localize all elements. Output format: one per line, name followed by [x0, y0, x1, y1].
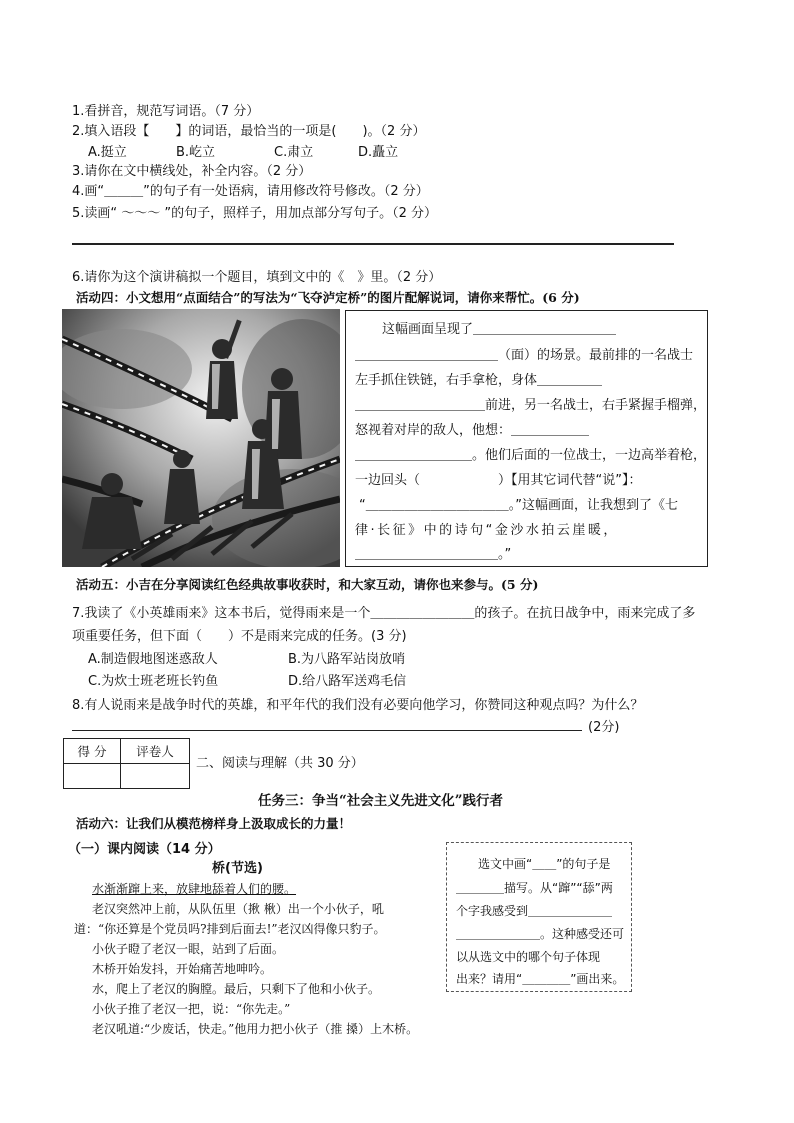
- passage-line-7: 小伙子推了老汉一把，说：“你先走。”: [92, 1002, 291, 1016]
- question-8-score: (2分): [588, 720, 620, 735]
- caption-line-6[interactable]: ＿＿＿＿＿＿＿＿＿。他们后面的一位战士，一边高举着枪，: [355, 448, 707, 463]
- question-2-option-c: C.肃立: [274, 145, 314, 160]
- side-note-line-1: 选文中画“＿＿”的句子是: [478, 857, 611, 871]
- question-7-line-2: 项重要任务，但下面（ ）不是雨来完成的任务。(3 分): [72, 629, 407, 644]
- question-3: 3.请你在文中横线处，补全内容。（2 分）: [72, 164, 312, 179]
- caption-line-2[interactable]: ＿＿＿＿＿＿＿＿＿＿＿（面）的场景。最前排的一名战士: [355, 348, 694, 363]
- caption-line-7[interactable]: 一边回头（ ）【用其它词代替“说”】：: [355, 473, 642, 488]
- question-1: 1.看拼音，规范写词语。（7 分）: [72, 104, 260, 119]
- side-note-line-5: 以从选文中的哪个句子体现: [456, 950, 601, 964]
- side-note-line-3[interactable]: 个字我感受到＿＿＿＿＿＿＿: [456, 904, 613, 918]
- section-2-title: 二、阅读与理解（共 30 分）: [196, 756, 364, 771]
- passage-line-3: 道：“你还算是个党员吗?排到后面去!”老汉凶得像只豹子。: [74, 922, 386, 936]
- illustration-image: [62, 309, 340, 567]
- answer-line-q5: [72, 243, 674, 245]
- caption-line-1[interactable]: 这幅画面呈现了＿＿＿＿＿＿＿＿＿＿＿: [382, 322, 617, 337]
- passage-line-1: 水渐渐蹿上来，放肆地舔着人们的腰。: [92, 882, 297, 896]
- question-8: 8.有人说雨来是战争时代的英雄，和平年代的我们没有必要向他学习，你赞同这种观点吗？为什么？: [72, 698, 644, 713]
- passage-line-4: 小伙子瞪了老汉一眼，站到了后面。: [92, 942, 285, 956]
- answer-line-q8[interactable]: [72, 730, 582, 731]
- question-7-option-b: B.为八路军站岗放哨: [288, 652, 406, 667]
- caption-line-10[interactable]: ＿＿＿＿＿＿＿＿＿＿＿。”: [355, 547, 512, 562]
- passage-line-6: 水，爬上了老汉的胸膛。最后，只剩下了他和小伙子。: [92, 982, 381, 996]
- task-3-title: 任务三：争当“社会主义先进文化”践行者: [258, 793, 504, 809]
- passage-line-2: 老汉突然冲上前，从队伍里（揪 楸）出一个小伙子，吼: [92, 902, 384, 916]
- question-5: 5.读画“ ～～～ ”的句子，照样子，用加点部分写句子。（2 分）: [72, 206, 438, 221]
- question-2-option-a: A.挺立: [88, 145, 127, 160]
- question-7-option-c: C.为炊士班老班长钓鱼: [88, 674, 219, 689]
- question-2-option-d: D.矗立: [358, 145, 399, 160]
- caption-line-8[interactable]: “＿＿＿＿＿＿＿＿＿＿＿。”这幅画面，让我想到了《七: [359, 498, 678, 513]
- side-note-line-4[interactable]: ＿＿＿＿＿＿＿。这种感受还可: [456, 927, 625, 941]
- luding-bridge-illustration: [62, 309, 340, 567]
- question-7-line-1: 7.我读了《小英雄雨来》这本书后，觉得雨来是一个＿＿＿＿＿＿＿＿的孩子。在抗日战争中，雨来完成了多: [72, 606, 696, 621]
- grader-cell[interactable]: [121, 764, 190, 789]
- score-cell[interactable]: [64, 764, 121, 789]
- caption-line-4[interactable]: ＿＿＿＿＿＿＿＿＿＿前进，另一名战士，右手紧握手榴弹，: [355, 398, 707, 413]
- question-2-option-b: B.屹立: [176, 145, 216, 160]
- side-note-line-6: 出来？请用“＿＿＿＿”画出来。: [456, 972, 625, 986]
- question-2: 2.填入语段【 】的词语，最恰当的一项是( )。（2 分）: [72, 124, 426, 139]
- caption-line-9: 律·长征》中的诗句“金沙水拍云崖暖，: [355, 523, 619, 538]
- activity-6-title: 活动六：让我们从模范榜样身上汲取成长的力量！: [76, 816, 352, 831]
- activity-5-title: 活动五：小吉在分享阅读红色经典故事收获时，和大家互动，请你也来参与。(5 分): [76, 577, 539, 592]
- question-7-option-d: D.给八路军送鸡毛信: [288, 674, 407, 689]
- passage-line-5: 木桥开始发抖，开始痛苦地呻吟。: [92, 962, 273, 976]
- activity-4-title: 活动四：小文想用“点面结合”的写法为“飞夺泸定桥”的图片配解说词，请你来帮忙。(6 分): [76, 290, 580, 305]
- question-6: 6.请你为这个演讲稿拟一个题目，填到文中的《 》里。（2 分）: [72, 270, 442, 285]
- subsection-in-class-reading: （一）课内阅读（14 分）: [68, 842, 221, 857]
- question-7-option-a: A.制造假地图迷惑敌人: [88, 652, 218, 667]
- caption-line-3[interactable]: 左手抓住铁链，右手拿枪，身体＿＿＿＿＿: [355, 373, 603, 388]
- passage-title: 桥(节选): [212, 861, 263, 876]
- passage-line-8: 老汉吼道:“少废话，快走。”他用力把小伙子（推 搡）上木桥。: [92, 1022, 419, 1036]
- grader-header: 评卷人: [121, 739, 190, 764]
- side-note-line-2[interactable]: ＿＿＿＿描写。从“蹿”“舔”两: [456, 881, 613, 895]
- score-table: [63, 738, 190, 789]
- score-header: 得 分: [64, 739, 121, 764]
- caption-line-5[interactable]: 怒视着对岸的敌人，他想：＿＿＿＿＿＿: [355, 423, 590, 438]
- question-4: 4.画“＿＿＿”的句子有一处语病，请用修改符号修改。（2 分）: [72, 184, 429, 199]
